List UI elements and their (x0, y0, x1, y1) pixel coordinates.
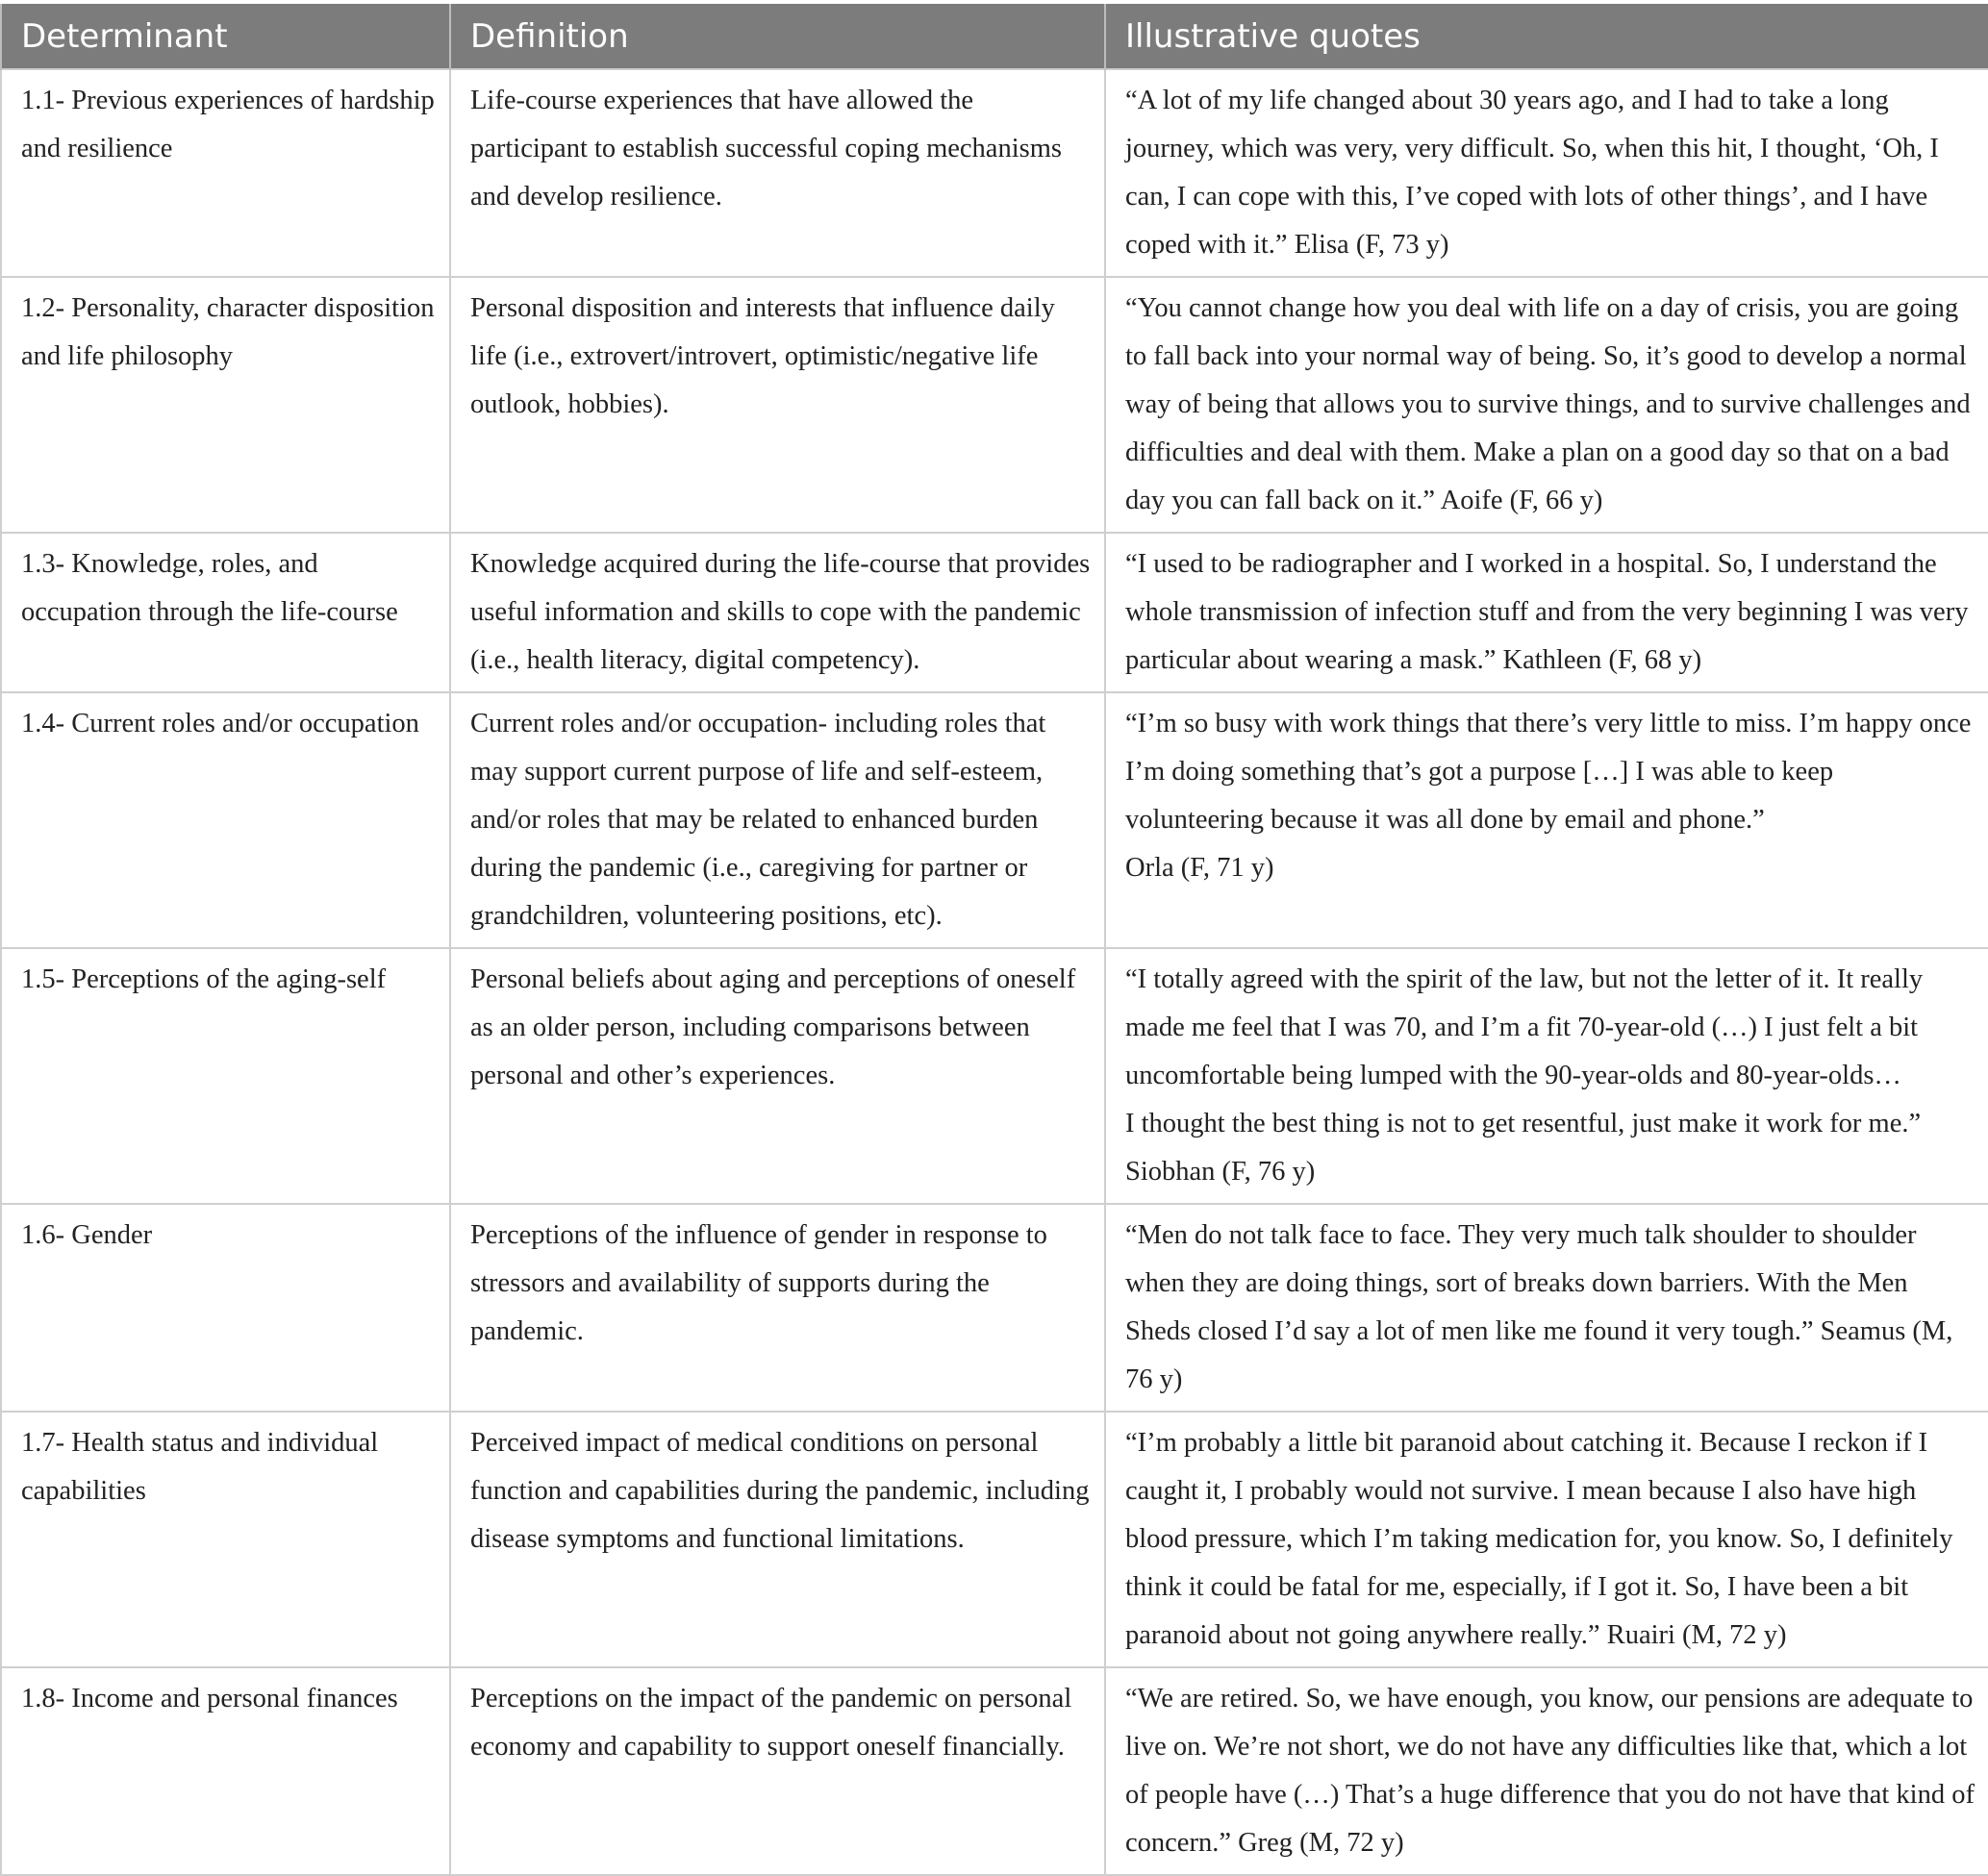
definition-cell: Personal disposition and interests that influence daily life (i.e., extrovert/introvert, optimistic/negative life outlook, hobbies). (450, 277, 1105, 533)
table-row (1, 948, 1988, 1204)
definition-cell: Perceptions on the impact of the pandemic on personal economy and capability to support oneself financially. (450, 1667, 1105, 1875)
definition-cell: Knowledge acquired during the life-course that provides useful information and skills to cope with the pandemic (i.e., health literacy, digital competency). (450, 533, 1105, 692)
determinant-cell: 1.1- Previous experiences of hardship and resilience (1, 69, 450, 277)
quote-attribution: Orla (F, 71 y) (1125, 853, 1274, 883)
table-row (1, 692, 1988, 948)
table-row (1, 277, 1988, 533)
table-row (1, 1204, 1988, 1412)
header-illustrative-quotes: Illustrative quotes (1105, 4, 1988, 69)
determinants-table-container (0, 4, 1988, 1876)
quote-cell: “You cannot change how you deal with life on a day of crisis, you are going to fall back into your normal way of being. So, it’s good to develop a normal way of being that allows you to survive things, and to survive challenges and difficulties and deal with them. Make a plan on a good day so that on a bad day you can fall back on it.” Aoife (F, 66 y) (1105, 277, 1988, 533)
determinant-cell: 1.5- Perceptions of the aging-self (1, 948, 450, 1204)
definition-cell: Perceived impact of medical conditions on personal function and capabilities during the pandemic, including disease symptoms and functional limitations. (450, 1412, 1105, 1667)
table-row (1, 1412, 1988, 1667)
determinant-cell: 1.8- Income and personal finances (1, 1667, 450, 1875)
definition-cell: Current roles and/or occupation- including roles that may support current purpose of life and self-esteem, and/or roles that may be related to enhanced burden during the pandemic (i.e., caregiving for partner or grandchildren, volunteering positions, etc). (450, 692, 1105, 948)
definition-cell: Life-course experiences that have allowed the participant to establish successful coping mechanisms and develop resilience. (450, 69, 1105, 277)
determinants-table (0, 4, 1988, 1876)
definition-cell: Perceptions of the influence of gender in response to stressors and availability of supports during the pandemic. (450, 1204, 1105, 1412)
determinant-cell: 1.6- Gender (1, 1204, 450, 1412)
determinant-cell: 1.4- Current roles and/or occupation (1, 692, 450, 948)
quote-cell: “A lot of my life changed about 30 years ago, and I had to take a long journey, which was very, very difficult. So, when this hit, I thought, ‘Oh, I can, I can cope with this, I’ve coped with lots of other things’, and I have coped with it.” Elisa (F, 73 y) (1105, 69, 1988, 277)
header-row (1, 4, 1988, 69)
header-determinant: Determinant (1, 4, 450, 69)
quote-cell: “Men do not talk face to face. They very much talk shoulder to shoulder when they are doing things, sort of breaks down barriers. With the Men Sheds closed I’d say a lot of men like me found it very tough.” Seamus (M, 76 y) (1105, 1204, 1988, 1412)
determinant-cell: 1.7- Health status and individual capabilities (1, 1412, 450, 1667)
quote-text-continued: I thought the best thing is not to get resentful, just make it work for me.” Siobhan (F, 76 y) (1125, 1109, 1922, 1187)
determinant-cell: 1.3- Knowledge, roles, and occupation through the life-course (1, 533, 450, 692)
header-definition: Definition (450, 4, 1105, 69)
table-row (1, 1667, 1988, 1875)
quote-cell (1105, 692, 1988, 948)
quote-cell: “I used to be radiographer and I worked in a hospital. So, I understand the whole transmission of infection stuff and from the very beginning I was very particular about wearing a mask.” Kathleen (F, 68 y) (1105, 533, 1988, 692)
quote-text: “I totally agreed with the spirit of the law, but not the letter of it. It really made me feel that I was 70, and I’m a fit 70-year-old (…) I just felt a bit uncomfortable being lumped with the 90-year-olds and 80-year-olds… (1125, 964, 1924, 1090)
quote-text: “I’m so busy with work things that there’s very little to miss. I’m happy once I’m doing something that’s got a purpose […] I was able to keep volunteering because it was all done by email and phone.” (1125, 709, 1972, 835)
table-header (1, 4, 1988, 69)
quote-cell: “We are retired. So, we have enough, you know, our pensions are adequate to live on. We’re not short, we do not have any difficulties like that, which a lot of people have (…) That’s a huge difference that you do not have that kind of concern.” Greg (M, 72 y) (1105, 1667, 1988, 1875)
quote-cell (1105, 948, 1988, 1204)
table-row (1, 533, 1988, 692)
determinant-cell: 1.2- Personality, character disposition and life philosophy (1, 277, 450, 533)
table-row (1, 69, 1988, 277)
quote-cell: “I’m probably a little bit paranoid about catching it. Because I reckon if I caught it, I probably would not survive. I mean because I also have high blood pressure, which I’m taking medication for, you know. So, I definitely think it could be fatal for me, especially, if I got it. So, I have been a bit paranoid about not going anywhere really.” Ruairi (M, 72 y) (1105, 1412, 1988, 1667)
table-body (1, 69, 1988, 1875)
definition-cell: Personal beliefs about aging and perceptions of oneself as an older person, including comparisons between personal and other’s experiences. (450, 948, 1105, 1204)
